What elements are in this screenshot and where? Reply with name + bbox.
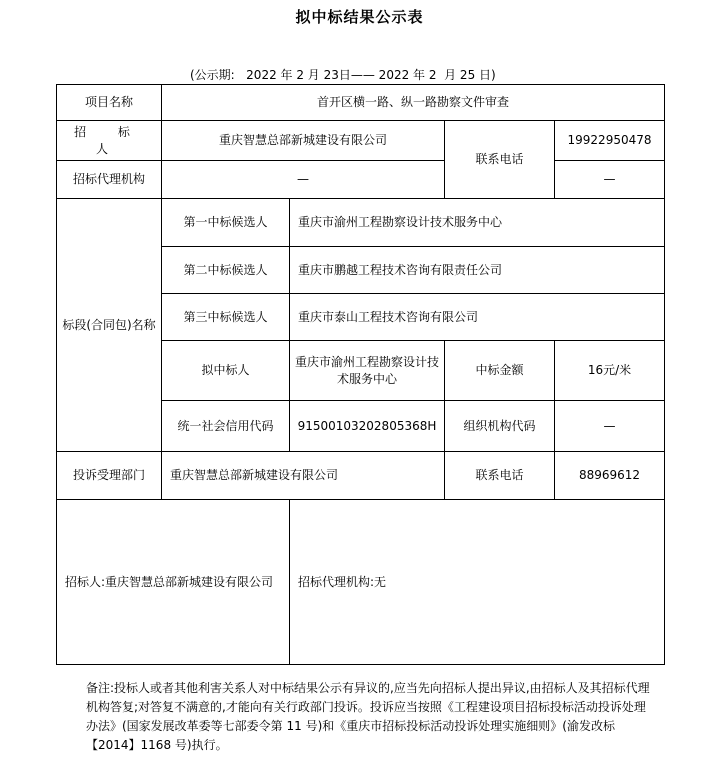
- project-name-label: 项目名称: [57, 85, 162, 121]
- credit-code-value: 91500103202805368H: [290, 401, 445, 452]
- credit-code-label: 统一社会信用代码: [162, 401, 290, 452]
- agency-phone-value: —: [555, 161, 665, 199]
- result-table: [56, 84, 665, 665]
- candidate-1-label: 第一中标候选人: [162, 199, 290, 247]
- row-complaint: [57, 452, 665, 500]
- agency-label: 招标代理机构: [57, 161, 162, 199]
- section-label: 标段(合同包)名称: [57, 199, 162, 452]
- publicity-period: (公示期: 2022 年 2 月 23日—— 2022 年 2 月 25 日): [190, 68, 496, 82]
- page-title: 拟中标结果公示表: [295, 8, 424, 26]
- complaint-phone-label: 联系电话: [445, 452, 555, 500]
- row-tenderer: [57, 121, 665, 161]
- complaint-phone-value: 88969612: [555, 452, 665, 500]
- amount-label: 中标金额: [445, 341, 555, 401]
- project-name-value: 首开区横一路、纵一路勘察文件审查: [162, 85, 665, 121]
- row-agency: [57, 161, 665, 199]
- agency-value: —: [162, 161, 445, 199]
- tenderer-label: 招 标 人: [57, 121, 162, 161]
- contact-phone-label: 联系电话: [445, 121, 555, 199]
- winner-label: 拟中标人: [162, 341, 290, 401]
- row-project: [57, 85, 665, 121]
- signature-agency: 招标代理机构:无: [290, 500, 665, 665]
- candidate-3-value: 重庆市泰山工程技术咨询有限公司: [290, 294, 665, 341]
- signature-tenderer: 招标人:重庆智慧总部新城建设有限公司: [57, 500, 290, 665]
- row-signature: [57, 500, 665, 665]
- candidate-1-value: 重庆市渝州工程勘察设计技术服务中心: [290, 199, 665, 247]
- org-code-value: —: [555, 401, 665, 452]
- candidate-2-label: 第二中标候选人: [162, 247, 290, 294]
- amount-value: 16元/米: [555, 341, 665, 401]
- remarks-note: 备注:投标人或者其他利害关系人对中标结果公示有异议的,应当先向招标人提出异议,由招标人及其招标代理机构答复;对答复不满意的,才能向有关行政部门投诉。投诉应当按照《工程建设项目招标投标活动投诉处理办法》(国家发展改革委等七部委令第 11 号)和《重庆市招标投标活动投诉处理实施细则》(渝发改标【2014】1168 号)执行。: [86, 681, 650, 752]
- candidate-2-value: 重庆市鹏越工程技术咨询有限责任公司: [290, 247, 665, 294]
- complaint-dept-value: 重庆智慧总部新城建设有限公司: [162, 452, 445, 500]
- complaint-dept-label: 投诉受理部门: [57, 452, 162, 500]
- contact-phone-value: 19922950478: [555, 121, 665, 161]
- tenderer-value: 重庆智慧总部新城建设有限公司: [162, 121, 445, 161]
- candidate-3-label: 第三中标候选人: [162, 294, 290, 341]
- org-code-label: 组织机构代码: [445, 401, 555, 452]
- winner-value: 重庆市渝州工程勘察设计技术服务中心: [290, 341, 445, 401]
- row-candidate-1: [57, 199, 665, 247]
